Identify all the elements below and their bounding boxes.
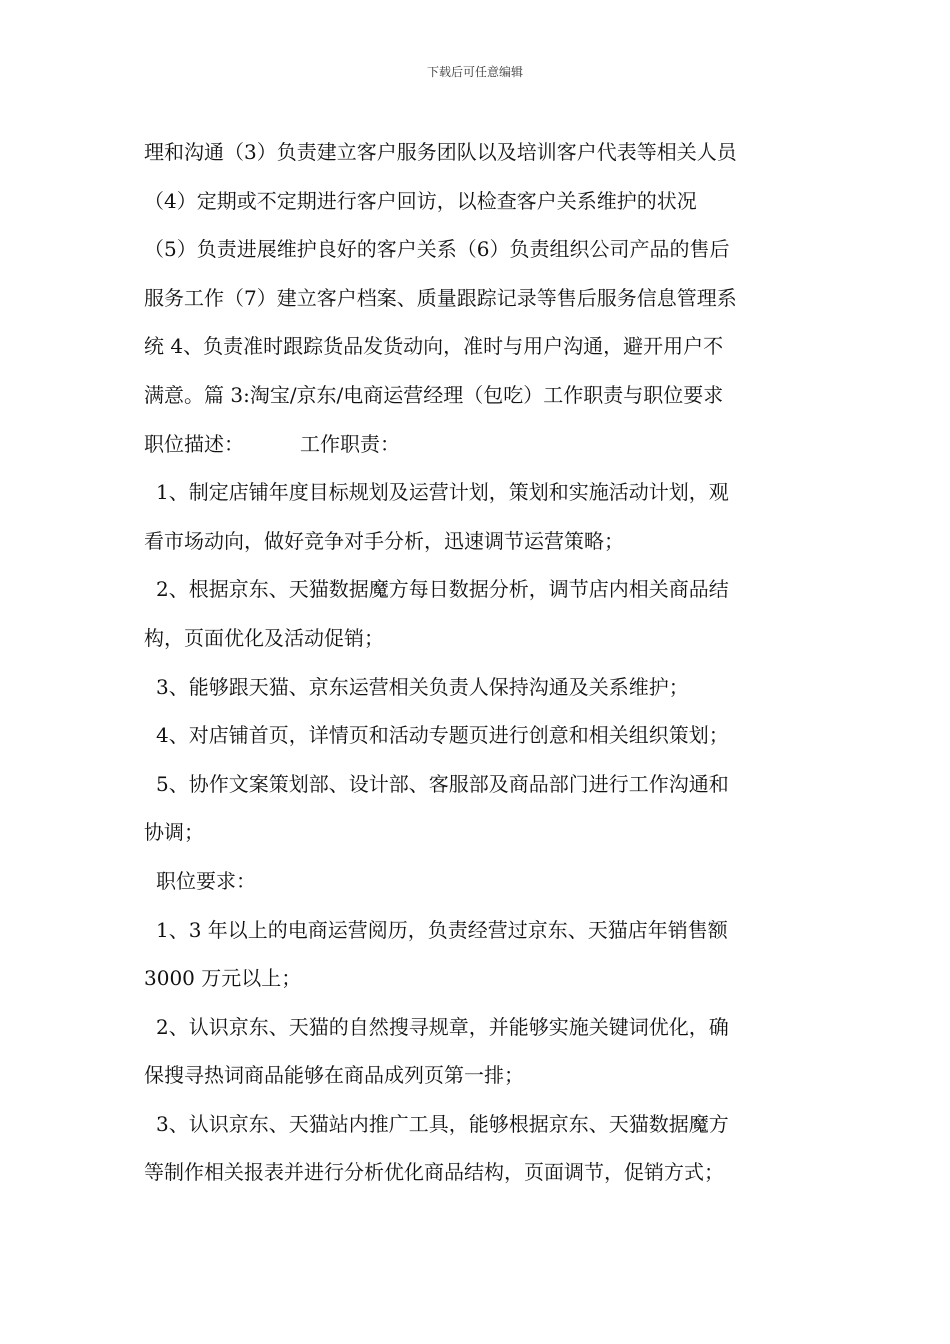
requirement-line: 1、3 年以上的电商运营阅历，负责经营过京东、天猫店年销售额: [156, 917, 728, 942]
duty-line: 协调；: [144, 820, 204, 845]
duty-line: 4、对店铺首页，详情页和活动专题页进行创意和相关组织策划；: [156, 723, 729, 748]
paragraph-line: 理和沟通（3）负责建立客户服务团队以及培训客户代表等相关人员: [144, 140, 737, 164]
job-duties-label: 工作职责：: [300, 431, 400, 456]
paragraph-line: （4）定期或不定期进行客户回访，以检查客户关系维护的状况: [144, 188, 697, 213]
position-description-label: 职位描述：: [144, 431, 244, 456]
duty-line: 3、能够跟天猫、京东运营相关负责人保持沟通及关系维护；: [156, 674, 689, 699]
paragraph-line: 统 4、负责准时跟踪货品发货动向，准时与用户沟通，避开用户不: [144, 334, 724, 359]
requirement-line: 等制作相关报表并进行分析优化商品结构，页面调节，促销方式；: [144, 1160, 724, 1185]
duty-line: 5、协作文案策划部、设计部、客服部及商品部门进行工作沟通和: [156, 771, 729, 796]
requirement-line: 2、认识京东、天猫的自然搜寻规章，并能够实施关键词优化，确: [156, 1014, 729, 1039]
paragraph-line: （5）负责进展维护良好的客户关系（6）负责组织公司产品的售后: [144, 237, 730, 262]
page-header: 下载后可任意编辑: [426, 65, 523, 79]
paragraph-line: 服务工作（7）建立客户档案、质量跟踪记录等售后服务信息管理系: [144, 285, 737, 310]
duty-line: 1、制定店铺年度目标规划及运营计划，策划和实施活动计划，观: [156, 480, 729, 505]
requirement-line: 3000 万元以上；: [144, 966, 302, 991]
position-heading-line: [144, 420, 816, 469]
requirement-line: 3、认识京东、天猫站内推广工具，能够根据京东、天猫数据魔方: [156, 1111, 729, 1136]
duty-line: 2、根据京东、天猫数据魔方每日数据分析，调节店内相关商品结: [156, 577, 729, 602]
requirements-heading: 职位要求：: [156, 868, 256, 893]
duty-line: 构，页面优化及活动促销；: [144, 625, 384, 650]
document-body: [144, 128, 816, 1197]
paragraph-line: 满意。篇 3:淘宝/京东/电商运营经理（包吃）工作职责与职位要求: [144, 382, 724, 407]
duty-line: 看市场动向，做好竞争对手分析，迅速调节运营策略；: [144, 528, 624, 553]
requirement-line: 保搜寻热词商品能够在商品成列页第一排；: [144, 1063, 524, 1088]
